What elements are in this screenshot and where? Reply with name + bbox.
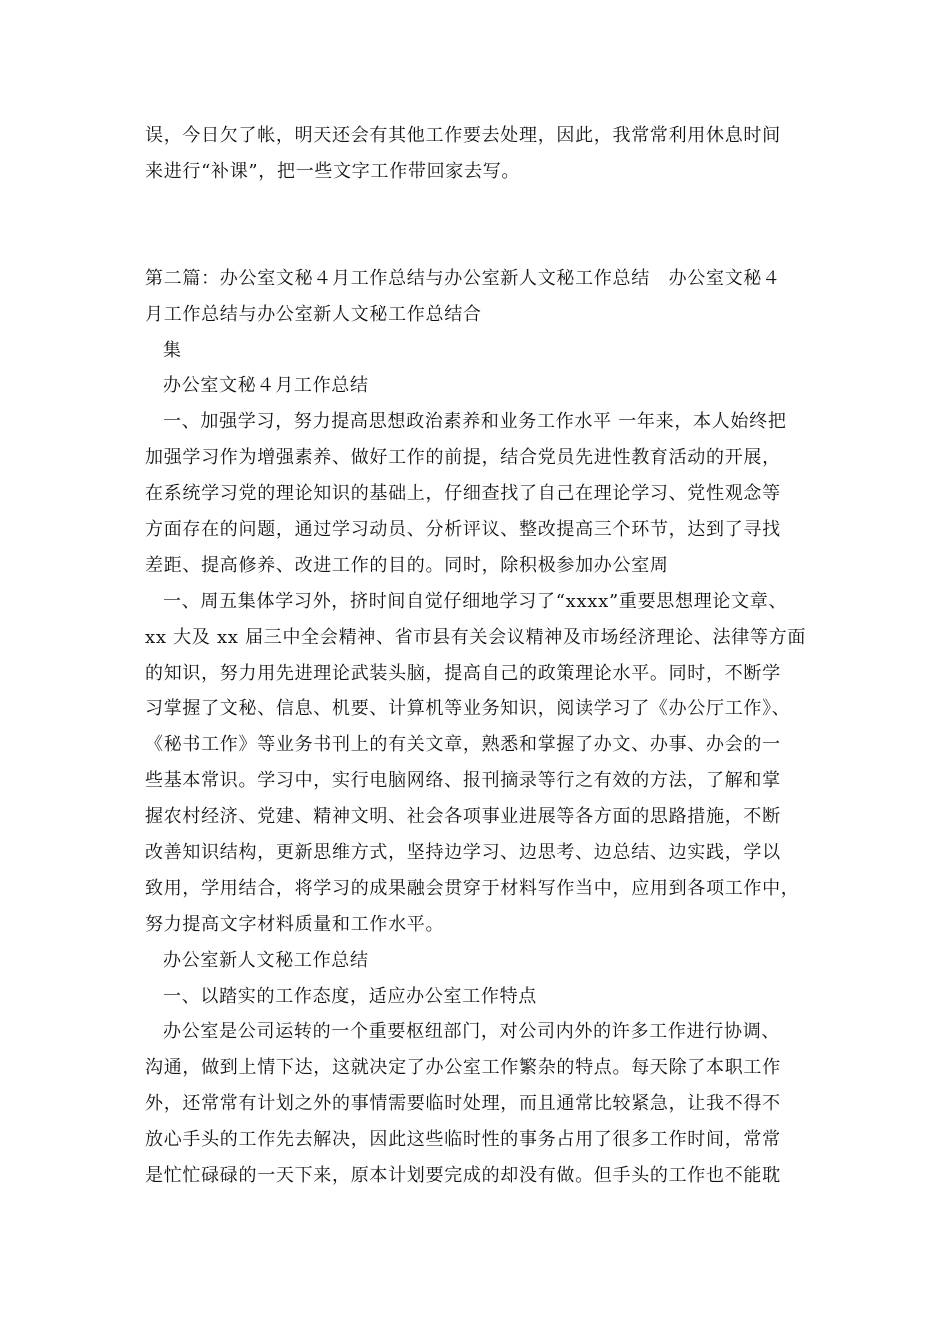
paragraph-line: 《秘书工作》等业务书刊上的有关文章，熟悉和掌握了办文、办事、办会的一 [145, 734, 781, 756]
paragraph-line: 握农村经济、党建、精神文明、社会各项事业进展等各方面的思路措施，不断 [145, 806, 781, 828]
intro-line: 来进行“补课”，把一些文字工作带回家去写。 [145, 160, 521, 182]
paragraph-gap [145, 190, 825, 261]
section-title-tail: 集 [163, 339, 182, 361]
paragraph-line: 努力提高文字材料质量和工作水平。 [145, 913, 445, 935]
paragraph-line: 办公室是公司运转的一个重要枢纽部门，对公司内外的许多工作进行协调、 [163, 1021, 781, 1043]
paragraph-line: 些基本常识。学习中，实行电脑网络、报刊摘录等行之有效的方法，了解和掌 [145, 770, 781, 792]
subtitle-april-summary: 办公室文秘４月工作总结 [163, 375, 369, 397]
paragraph-line: 差距、提高修养、改进工作的目的。同时，除积极参加办公室周 [145, 554, 669, 576]
paragraph-line: 加强学习作为增强素养、做好工作的前提，结合党员先进性教育活动的开展， [145, 447, 781, 469]
intro-line: 误，今日欠了帐，明天还会有其他工作要去处理，因此，我常常利用休息时间 [145, 125, 781, 146]
paragraph-line: 改善知识结构，更新思维方式，坚持边学习、边思考、边总结、边实践，学以 [145, 842, 781, 864]
section-title-line: 第二篇：办公室文秘４月工作总结与办公室新人文秘工作总结 办公室文秘４ [145, 267, 781, 289]
paragraph-line: 一、加强学习，努力提高思想政治素养和业务工作水平 一年来，本人始终把 [163, 411, 787, 433]
paragraph-line: 一、周五集体学习外，挤时间自觉仔细地学习了“xxxx”重要思想理论文章、 [163, 590, 788, 612]
paragraph-line: 沟通，做到上情下达，这就决定了办公室工作繁杂的特点。每天除了本职工作 [145, 1057, 781, 1079]
paragraph-line: 放心手头的工作先去解决，因此这些临时性的事务占用了很多工作时间，常常 [145, 1129, 781, 1151]
paragraph-line: 外，还常常有计划之外的事情需要临时处理，而且通常比较紧急，让我不得不 [145, 1093, 781, 1115]
paragraph-line: 在系统学习党的理论知识的基础上，仔细查找了自己在理论学习、党性观念等 [145, 483, 781, 505]
document-body [145, 118, 825, 1194]
subtitle-new-secretary-summary: 办公室新人文秘工作总结 [163, 949, 369, 971]
paragraph-line: 的知识，努力用先进理论武装头脑，提高自己的政策理论水平。同时，不断学 [145, 662, 781, 684]
section-title-line: 月工作总结与办公室新人文秘工作总结合 [145, 303, 482, 325]
paragraph-line: 习掌握了文秘、信息、机要、计算机等业务知识，阅读学习了《办公厅工作》、 [145, 698, 791, 720]
paragraph-line: 是忙忙碌碌的一天下来，原本计划要完成的却没有做。但手头的工作也不能耽 [145, 1165, 781, 1187]
section-heading: 一、以踏实的工作态度，适应办公室工作特点 [163, 985, 537, 1007]
paragraph-line: 致用，学用结合，将学习的成果融会贯穿于材料写作当中，应用到各项工作中， [145, 877, 800, 899]
paragraph-line: 方面存在的问题，通过学习动员、分析评议、整改提高三个环节，达到了寻找 [145, 519, 781, 541]
paragraph-line: xx 大及 xx 届三中全会精神、省市县有关会议精神及市场经济理论、法律等方面 [145, 626, 807, 648]
